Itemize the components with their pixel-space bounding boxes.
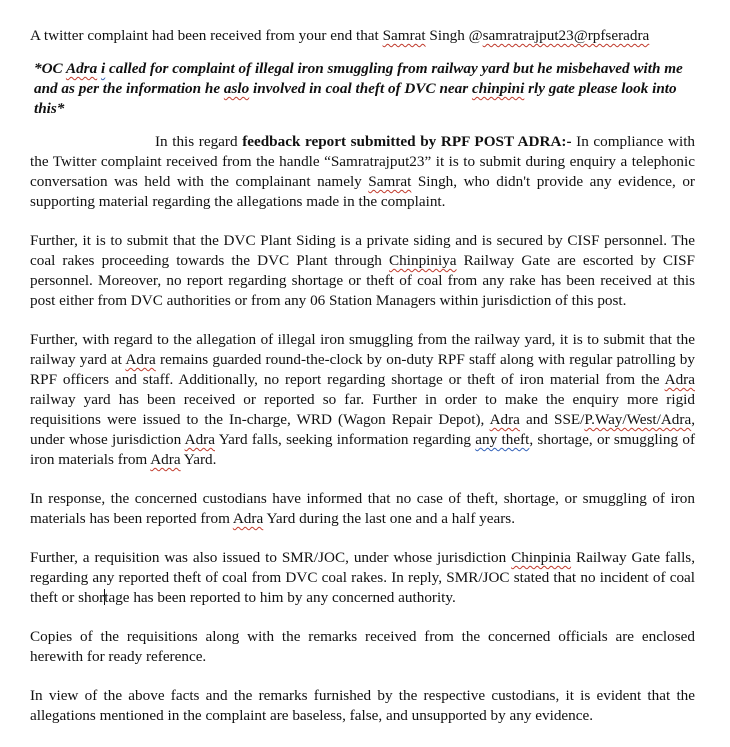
grammar-flag: i bbox=[100, 60, 106, 77]
paragraph-dvc-siding bbox=[30, 231, 695, 311]
body-text: In response, the concerned custodians have informed that no case of theft, shortage, or smuggling of iron materials has been reported from bbox=[30, 490, 695, 527]
misspelled-word: Adra bbox=[125, 351, 156, 368]
body-text: Singh, who didn't provide any evidence, or supporting material regarding the allegations made in the complaint. bbox=[30, 173, 695, 210]
body-text: Railway Gate falls, regarding any reported theft of coal from DVC coal rakes. In reply, SMR/JOC stated that no incident of coal theft or shor bbox=[30, 549, 695, 606]
paragraph-smr-joc bbox=[30, 548, 695, 608]
body-text: , under whose jurisdiction bbox=[30, 411, 695, 448]
body-text: In compliance with the Twitter complaint received from the handle “Samratrajput23” it is to submit during enquiry a telephonic conversation was held with the complainant namely bbox=[30, 133, 696, 190]
intro-text: A twitter complaint had been received from your end that bbox=[30, 27, 383, 44]
body-text: Yard. bbox=[180, 451, 217, 468]
paragraph-copies: Copies of the requisitions along with the remarks received from the concerned officials are enclosed herewith for ready reference. bbox=[30, 628, 695, 665]
body-text: In this regard bbox=[155, 133, 243, 150]
misspelled-word: Adra bbox=[150, 451, 181, 468]
paragraph-conclusion: In view of the above facts and the remarks furnished by the respective custodians, it is evident that the allegations mentioned in the complaint are baseless, false, and unsupported by any evidence. bbox=[30, 687, 695, 724]
body-text: Further, it is to submit that the DVC Plant Siding is a private siding and is secured by CISF personnel. The coal rakes proceeding towards the DVC Plant through bbox=[30, 232, 695, 269]
misspelled-word: Samrat bbox=[382, 27, 426, 44]
intro-text: Singh @ bbox=[425, 27, 483, 44]
misspelled-word: chinpini bbox=[471, 80, 525, 97]
paragraph-feedback bbox=[30, 132, 695, 212]
misspelled-word: aslo bbox=[223, 80, 250, 97]
misspelled-word: Adra bbox=[489, 411, 520, 428]
body-text: and SSE/ bbox=[519, 411, 585, 428]
body-text: remains guarded round-the-clock by on-duty RPF staff along with regular patrolling by RPF officers and staff. Additionally, no report regarding shortage or theft of iron material from the bbox=[30, 351, 695, 388]
misspelled-word: Samrat bbox=[368, 173, 412, 190]
misspelled-word: P.Way/West/Adra bbox=[584, 411, 692, 428]
body-text: Further, with regard to the allegation of illegal iron smuggling from the railway yard, it is to submit that the railway yard at bbox=[30, 331, 695, 368]
grammar-flag: any theft bbox=[475, 431, 530, 448]
body-text: railway yard has been received or reported so far. Further in order to make the enquiry more rigid requisitions were issued to the In-charge, WRD (Wagon Repair Depot), bbox=[30, 391, 695, 428]
bold-heading-text: feedback report submitted by RPF POST ADRA:- bbox=[242, 133, 572, 150]
misspelled-word: Chinpiniya bbox=[389, 252, 457, 269]
body-text: Yard during the last one and a half years. bbox=[263, 510, 516, 527]
quote-text: rly gate please look into this* bbox=[34, 80, 677, 117]
misspelled-word: Adra bbox=[664, 371, 695, 388]
body-text: Railway Gate are escorted by CISF personnel. Moreover, no report regarding shortage or theft of coal from any rake has been received at this post either from DVC authorities or from any 06 Station Managers within jurisdiction of this post. bbox=[30, 252, 696, 309]
body-text: Yard falls, seeking information regarding bbox=[215, 431, 476, 448]
paragraph-iron-smuggling bbox=[30, 330, 695, 470]
complaint-quote bbox=[30, 59, 695, 119]
quote-text: called for complaint of illegal iron smuggling from railway yard but he misbehaved with me and as per the information he bbox=[34, 60, 683, 97]
body-text: Further, a requisition was also issued to SMR/JOC, under whose jurisdiction bbox=[30, 549, 512, 566]
paragraph-response bbox=[30, 489, 695, 529]
body-text: , shortage, or smuggling of iron materials from bbox=[30, 431, 696, 468]
intro-paragraph bbox=[30, 26, 695, 46]
misspelled-word: Adra bbox=[184, 431, 215, 448]
misspelled-word: Adra bbox=[65, 60, 98, 77]
misspelled-word: Chinpinia bbox=[511, 549, 572, 566]
quote-text: *OC bbox=[34, 60, 66, 77]
twitter-handle: samratrajput23@rpfseradra bbox=[482, 27, 650, 44]
misspelled-word: Adra bbox=[232, 510, 264, 527]
quote-text: involved in coal theft of DVC near bbox=[249, 80, 472, 97]
body-text: tage has been reported to him by any concerned authority. bbox=[104, 589, 456, 606]
